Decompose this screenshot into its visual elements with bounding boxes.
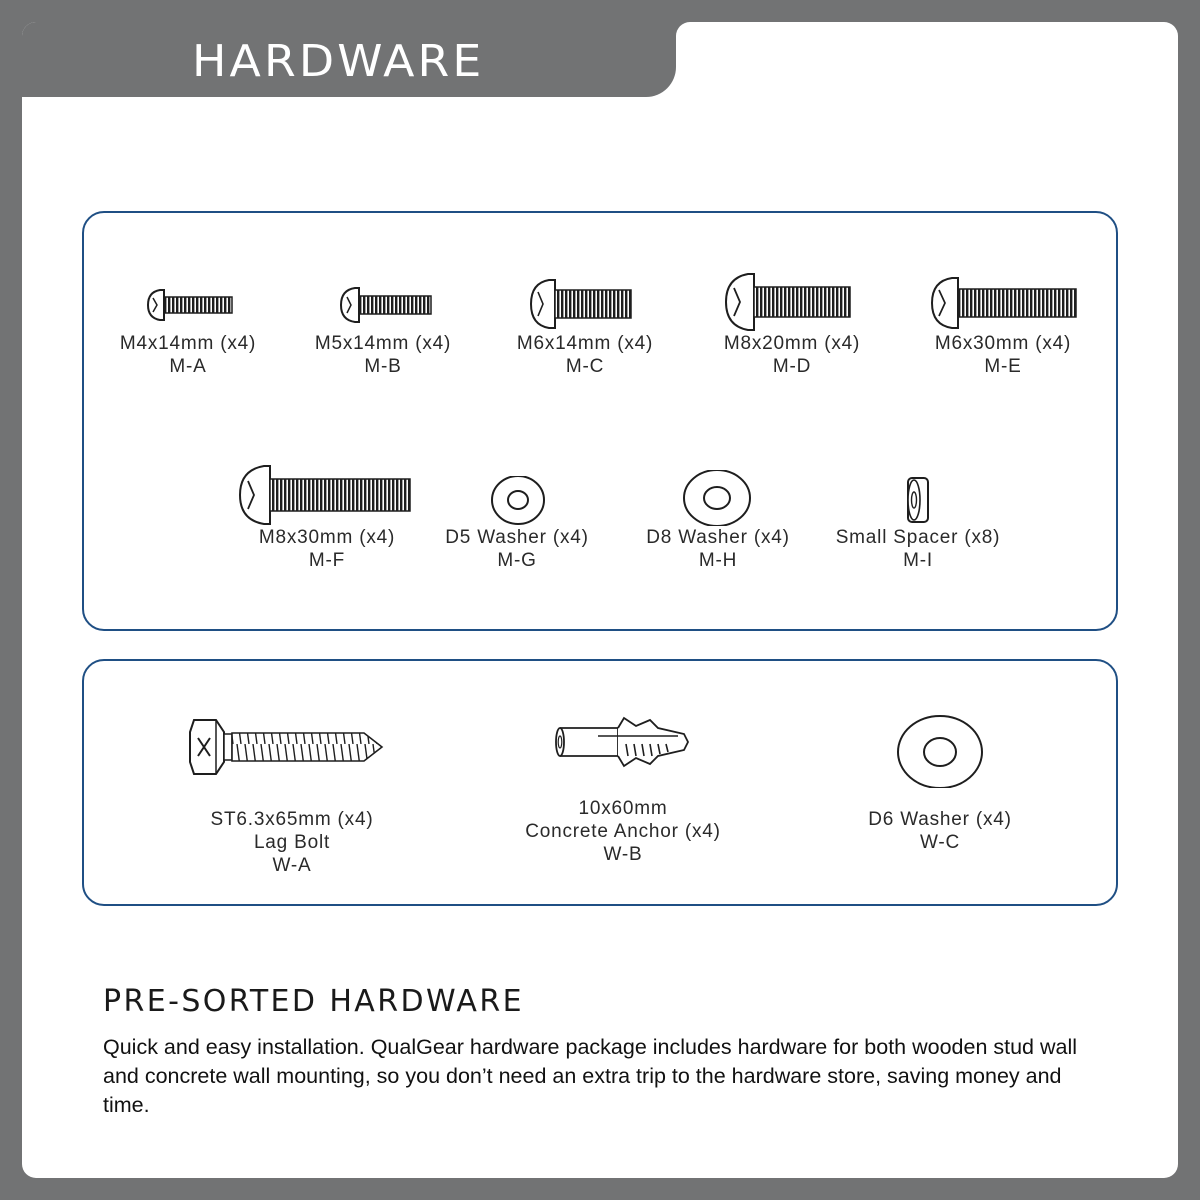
item-code: M-H <box>698 550 738 571</box>
hardware-item-w-a <box>180 714 404 877</box>
item-code: M-E <box>984 356 1022 377</box>
item-size: 10x60mm <box>578 798 668 819</box>
hardware-item-m-c <box>505 276 665 378</box>
item-code: M-F <box>308 550 346 571</box>
lag-bolt-icon <box>180 714 404 780</box>
screw-m8x20-icon <box>712 272 872 332</box>
screw-m5x14-icon <box>303 282 463 332</box>
hardware-item-m-a <box>108 282 268 378</box>
screw-m6x14-icon <box>505 276 665 332</box>
item-name: M6x14mm (x4) <box>516 333 654 354</box>
item-code: W-A <box>272 855 312 876</box>
item-name: D5 Washer (x4) <box>445 527 589 548</box>
washer-d8-icon <box>633 470 803 526</box>
item-name: ST6.3x65mm (x4) <box>210 809 374 830</box>
item-code: M-B <box>364 356 402 377</box>
item-code: M-G <box>497 550 537 571</box>
item-type: Lag Bolt <box>253 832 331 853</box>
item-name: D6 Washer (x4) <box>868 809 1012 830</box>
item-code: W-C <box>919 832 961 853</box>
spacer-icon <box>828 474 1008 526</box>
hardware-item-w-c <box>850 712 1030 854</box>
screw-m4x14-icon <box>108 282 268 332</box>
concrete-anchor-icon <box>508 712 738 772</box>
item-name: M6x30mm (x4) <box>934 333 1072 354</box>
item-code: W-B <box>603 844 643 865</box>
tab-notch-corner <box>676 22 706 52</box>
page-title: HARDWARE <box>192 36 485 87</box>
item-name: Concrete Anchor (x4) <box>525 821 721 842</box>
hardware-item-m-f <box>232 464 422 572</box>
washer-d6-icon <box>850 712 1030 788</box>
item-name: M8x30mm (x4) <box>258 527 396 548</box>
hardware-item-m-i <box>828 474 1008 572</box>
hardware-item-m-g <box>432 476 602 572</box>
section-heading: PRE-SORTED HARDWARE <box>103 984 524 1019</box>
screw-m6x30-icon <box>918 274 1088 332</box>
hardware-item-m-e <box>918 274 1088 378</box>
item-name: Small Spacer (x8) <box>835 527 1001 548</box>
hardware-item-w-b <box>508 712 738 866</box>
hardware-item-m-d <box>712 272 872 378</box>
hardware-item-m-h <box>633 470 803 572</box>
item-code: M-D <box>772 356 812 377</box>
section-description: Quick and easy installation. QualGear hardware package includes hardware for both wooden stud wall and concrete wall mounting, so you don’t need an extra trip to the hardware store, saving money and time. <box>103 1035 1078 1117</box>
item-code: M-I <box>903 550 933 571</box>
item-name: M4x14mm (x4) <box>119 333 257 354</box>
item-name: D8 Washer (x4) <box>646 527 790 548</box>
item-name: M5x14mm (x4) <box>314 333 452 354</box>
item-code: M-A <box>169 356 207 377</box>
screw-m8x30-icon <box>232 464 422 526</box>
item-name: M8x20mm (x4) <box>723 333 861 354</box>
item-code: M-C <box>565 356 605 377</box>
washer-d5-icon <box>432 476 602 526</box>
hardware-item-m-b <box>303 282 463 378</box>
